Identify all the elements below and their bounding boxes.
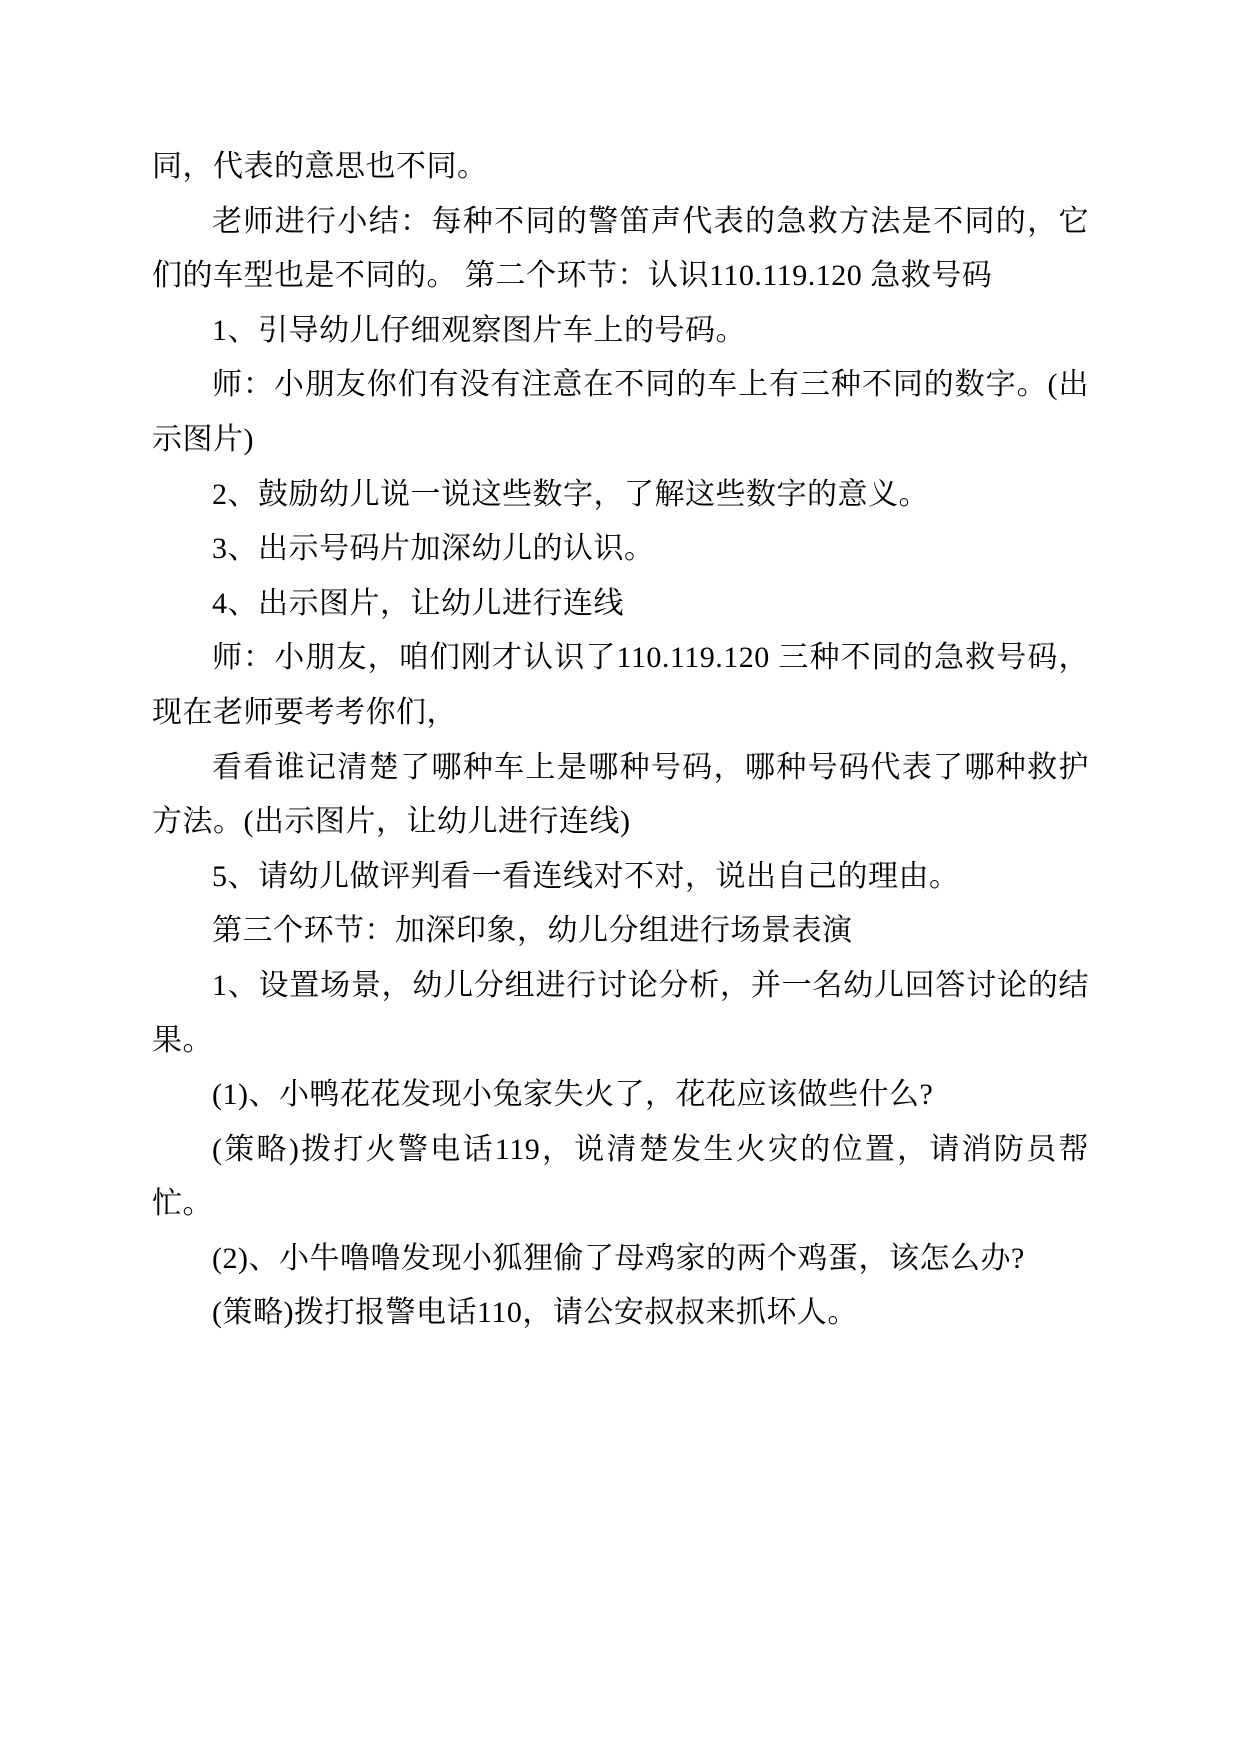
- paragraph: (2)、小牛噜噜发现小狐狸偷了母鸡家的两个鸡蛋，该怎么办?: [212, 1241, 1025, 1275]
- paragraph: 2、鼓励幼儿说一说这些数字，了解这些数字的意义。: [212, 477, 929, 511]
- paragraph: 5、请幼儿做评判看一看连线对不对，说出自己的理由。: [212, 859, 960, 893]
- paragraph: 1、引导幼儿仔细观察图片车上的号码。: [212, 313, 746, 347]
- paragraph: (策略)拨打报警电话110，请公安叔叔来抓坏人。: [212, 1296, 858, 1330]
- paragraph: (1)、小鸭花花发现小兔家失火了，花花应该做些什么?: [212, 1078, 934, 1112]
- paragraph: 师：小朋友，咱们刚才认识了110.119.120 三种不同的急救号码，现在老师要考考你们，: [152, 641, 1089, 729]
- paragraph: 老师进行小结：每种不同的警笛声代表的急救方法是不同的，它们的车型也是不同的。 第二个环节：认识110.119.120 急救号码: [152, 204, 1089, 293]
- document-body: [152, 140, 1089, 1341]
- paragraph: 师：小朋友你们有没有注意在不同的车上有三种不同的数字。(出示图片): [152, 368, 1089, 456]
- paragraph: 3、出示号码片加深幼儿的认识。: [212, 532, 655, 566]
- paragraph: 同，代表的意思也不同。: [152, 150, 488, 183]
- paragraph: 1、设置场景，幼儿分组进行讨论分析，并一名幼儿回答讨论的结果。: [152, 968, 1089, 1057]
- paragraph: 看看谁记清楚了哪种车上是哪种号码，哪种号码代表了哪种救护方法。(出示图片，让幼儿进行连线): [152, 750, 1089, 839]
- paragraph: 第三个环节：加深印象，幼儿分组进行场景表演: [212, 914, 853, 948]
- paragraph: 4、出示图片，让幼儿进行连线: [212, 586, 624, 620]
- paragraph: (策略)拨打火警电话119，说清楚发生火灾的位置，请消防员帮忙。: [152, 1132, 1089, 1221]
